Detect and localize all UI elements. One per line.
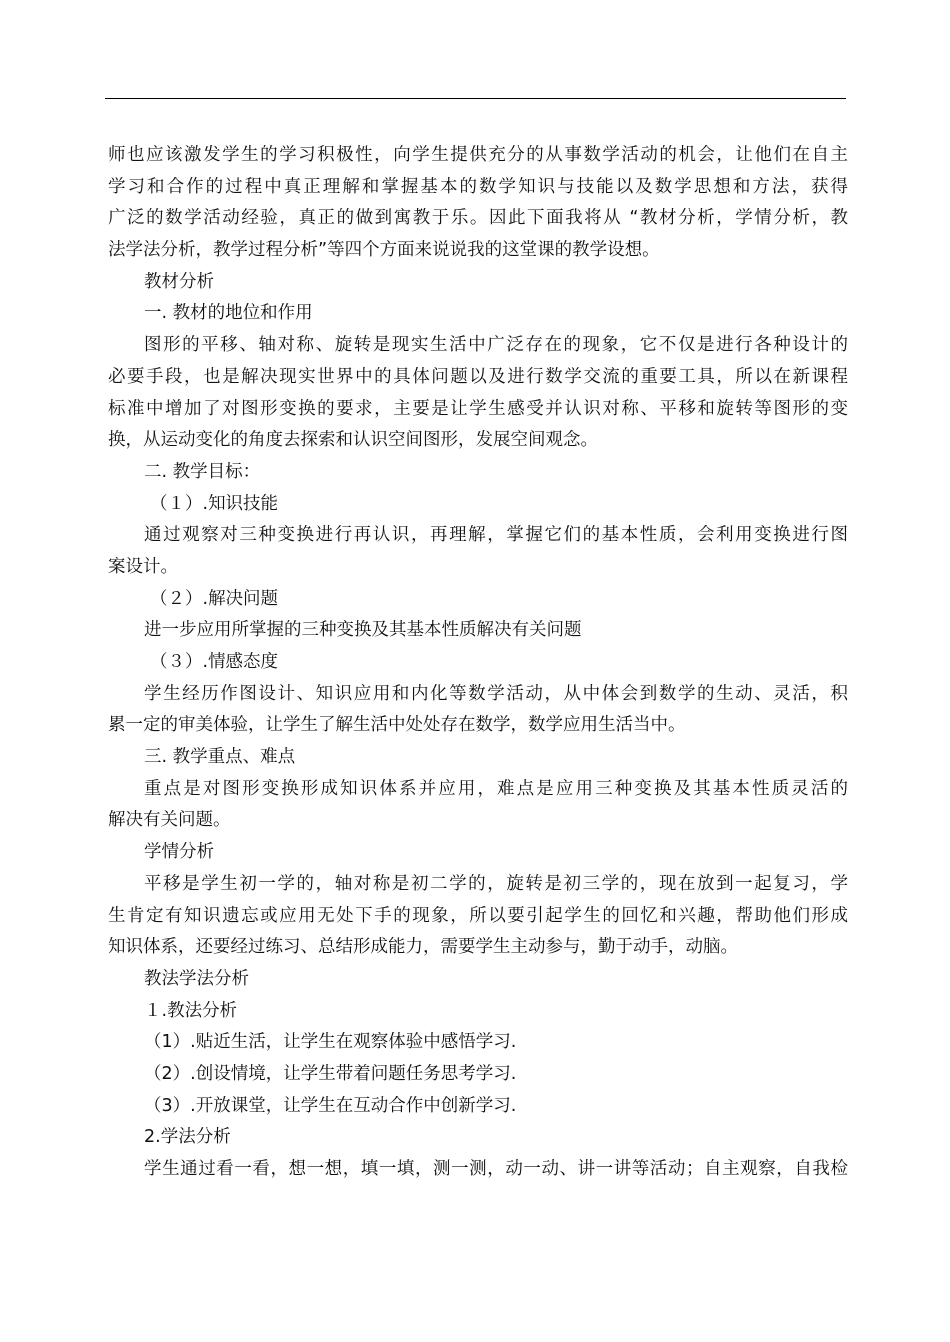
paragraph-0-line-1: 学习和合作的过程中真正理解和掌握基本的数学知识与技能以及数学思想和方法，获得 — [108, 176, 848, 197]
paragraph-1-line-0: 教材分析 — [144, 271, 214, 292]
paragraph-12-line-1: 解决有关问题。 — [108, 810, 231, 831]
document-body — [108, 140, 848, 1186]
paragraph-18-line-0: （2）.创设情境，让学生带着问题任务思考学习. — [144, 1063, 517, 1084]
paragraph-2-line-0: 一. 教材的地位和作用 — [144, 303, 313, 324]
paragraph-9-line-0: （３）.情感态度 — [150, 652, 279, 672]
paragraph-8-line-0: 进一步应用所掌握的三种变换及其基本性质解决有关问题 — [144, 620, 582, 641]
paragraph-3-line-1: 必要手段，也是解决现实世界中的具体问题以及进行数学交流的重要工具，所以在新课程 — [108, 366, 848, 387]
paragraph-6-line-1: 案设计。 — [108, 556, 178, 577]
paragraph-3-line-2: 标准中增加了对图形变换的要求，主要是让学生感受并认识对称、平移和旋转等图形的变 — [108, 398, 848, 419]
paragraph-3-line-3: 换，从运动变化的角度去探索和认识空间图形，发展空间观念。 — [108, 430, 598, 451]
paragraph-7-line-0: （２）.解决问题 — [150, 588, 279, 609]
paragraph-0-line-2: 广泛的数学活动经验，真正的做到寓教于乐。因此下面我将从 “教材分析，学情分析，教 — [108, 208, 848, 229]
paragraph-3-line-0: 图形的平移、轴对称、旋转是现实生活中广泛存在的现象，它不仅是进行各种设计的 — [144, 335, 848, 356]
paragraph-14-line-2: 知识体系，还要经过练习、总结形成能力，需要学生主动参与，勤于动手，动脑。 — [108, 937, 738, 958]
paragraph-0-line-3: 法学法分析，教学过程分析”等四个方面来说说我的这堂课的教学设想。 — [108, 240, 660, 261]
header-rule — [105, 98, 846, 99]
paragraph-14-line-1: 生肯定有知识遗忘或应用无处下手的现象，所以要引起学生的回忆和兴趣，帮助他们形成 — [108, 905, 848, 926]
paragraph-6-line-0: 通过观察对三种变换进行再认识，再理解，掌握它们的基本性质，会利用变换进行图 — [144, 525, 848, 546]
paragraph-4-line-0: 二. 教学目标： — [144, 461, 261, 482]
paragraph-11-line-0: 三. 教学重点、难点 — [144, 747, 296, 768]
paragraph-10-line-0: 学生经历作图设计、知识应用和内化等数学活动，从中体会到数学的生动、灵活，积 — [144, 683, 848, 704]
paragraph-10-line-1: 累一定的审美体验，让学生了解生活中处处存在数学，数学应用生活当中。 — [108, 715, 686, 736]
paragraph-16-line-0: １.教法分析 — [144, 1000, 238, 1021]
paragraph-13-line-0: 学情分析 — [144, 842, 214, 863]
paragraph-19-line-0: （3）.开放课堂，让学生在互动合作中创新学习. — [144, 1095, 517, 1116]
paragraph-14-line-0: 平移是学生初一学的，轴对称是初二学的，旋转是初三学的，现在放到一起复习，学 — [144, 873, 848, 894]
paragraph-17-line-0: （1）.贴近生活，让学生在观察体验中感悟学习. — [144, 1032, 517, 1053]
paragraph-12-line-0: 重点是对图形变换形成知识体系并应用，难点是应用三种变换及其基本性质灵活的 — [144, 778, 848, 799]
paragraph-5-line-0: （１）.知识技能 — [150, 493, 279, 514]
paragraph-20-line-0: 2.学法分析 — [144, 1127, 231, 1148]
paragraph-15-line-0: 教法学法分析 — [144, 968, 249, 989]
paragraph-0-line-0: 师也应该激发学生的学习积极性，向学生提供充分的从事数学活动的机会，让他们在自主 — [108, 145, 848, 165]
paragraph-21-line-0: 学生通过看一看，想一想，填一填，测一测，动一动、讲一讲等活动；自主观察，自我检 — [144, 1159, 848, 1179]
